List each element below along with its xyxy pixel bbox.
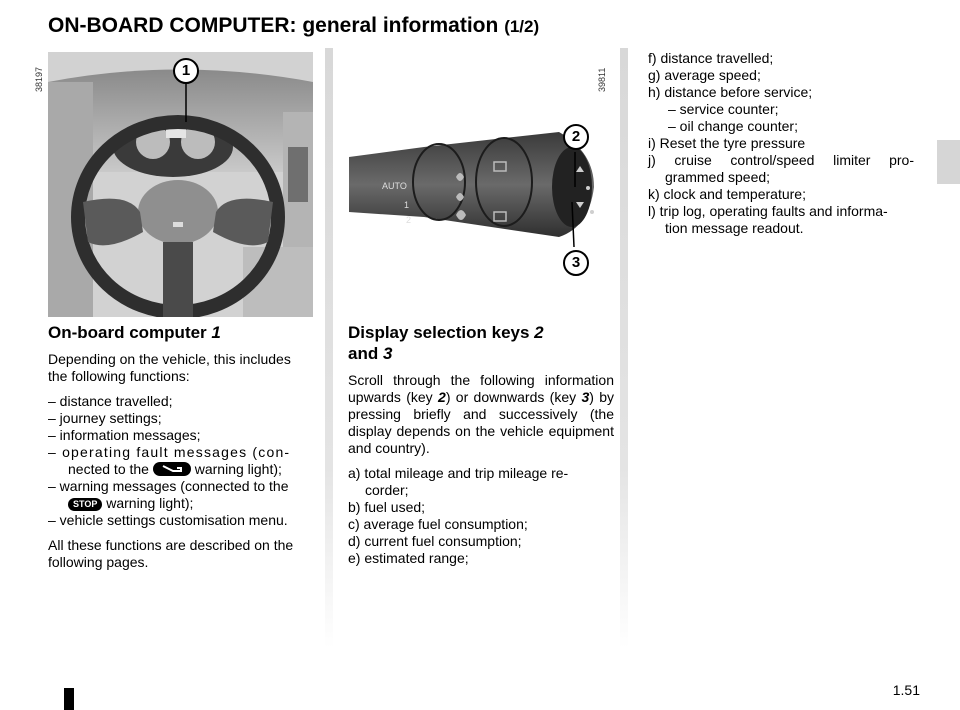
- list-item: – journey settings;: [48, 410, 162, 426]
- callout-1: 1: [173, 58, 199, 84]
- column-divider: [620, 48, 628, 648]
- sub-list-item: – service counter;: [668, 101, 779, 117]
- stalk-auto-label: AUTO: [382, 181, 407, 191]
- control-stalk-illustration: [344, 52, 614, 287]
- list-item: – vehicle settings customisation menu.: [48, 512, 288, 528]
- column-3: [648, 50, 914, 237]
- section-heading: Display selection keys 2 and 3: [348, 323, 544, 363]
- list-item: b) fuel used;: [348, 499, 426, 515]
- list-item: – warning messages (connected to the: [48, 478, 289, 494]
- sub-list-item: – oil change counter;: [668, 118, 798, 134]
- page-number: 1.51: [892, 682, 920, 698]
- list-item: h) distance before service;: [648, 84, 813, 100]
- list-item: – information messages;: [48, 427, 201, 443]
- list-item: d) current fuel consumption;: [348, 533, 522, 549]
- dashboard-illustration: [48, 52, 313, 317]
- list-item: e) estimated range;: [348, 550, 469, 566]
- body-paragraph: Scroll through the following information upwards (key 2) or downwards (key 3) by pressing briefly and successively (the display depends on the vehicle equipment and country).: [348, 372, 615, 456]
- list-item: k) clock and temperature;: [648, 186, 806, 202]
- steering-wheel-drawing: [48, 52, 313, 317]
- stop-warning-icon: STOP: [68, 498, 102, 511]
- column-divider: [325, 48, 333, 648]
- stalk-pos2-label: 2: [406, 215, 412, 225]
- callout-2: 2: [563, 124, 589, 150]
- outro-text: All these functions are described on the following pages.: [48, 537, 294, 570]
- stalk-pos1-label: 1: [404, 200, 410, 210]
- figure-ref-left: 38197: [34, 66, 44, 92]
- section-heading: On-board computer 1: [48, 323, 221, 342]
- list-item: f) distance travelled;: [648, 50, 774, 66]
- section-tab: [937, 140, 960, 184]
- list-item: – operating fault messages (con-: [48, 444, 291, 460]
- page-title-suffix: (1/2): [504, 17, 540, 36]
- figure-ref-right: 39811: [597, 67, 607, 92]
- list-item: j) cruise control/speed limiter pro- grammed speed;: [648, 152, 914, 185]
- intro-text: Depending on the vehicle, this includes the following functions:: [48, 351, 291, 384]
- column-2: [348, 322, 614, 567]
- wrench-warning-icon: [153, 462, 191, 476]
- list-item: a) total mileage and trip mileage re- corder;: [348, 465, 569, 498]
- page-title: ON-BOARD COMPUTER: general information (1/2): [48, 14, 540, 37]
- list-item: l) trip log, operating faults and informa- tion message readout.: [648, 203, 888, 236]
- list-item: i) Reset the tyre pressure: [648, 135, 806, 151]
- list-item: g) average speed;: [648, 67, 761, 83]
- corner-mark: [64, 688, 74, 710]
- list-item-continuation: nected to the warning light);: [68, 461, 282, 477]
- callout-3: 3: [563, 250, 589, 276]
- list-item: c) average fuel consumption;: [348, 516, 528, 532]
- list-item-continuation: STOP warning light);: [48, 495, 314, 512]
- list-item: – distance travelled;: [48, 393, 173, 409]
- column-1: [48, 322, 314, 571]
